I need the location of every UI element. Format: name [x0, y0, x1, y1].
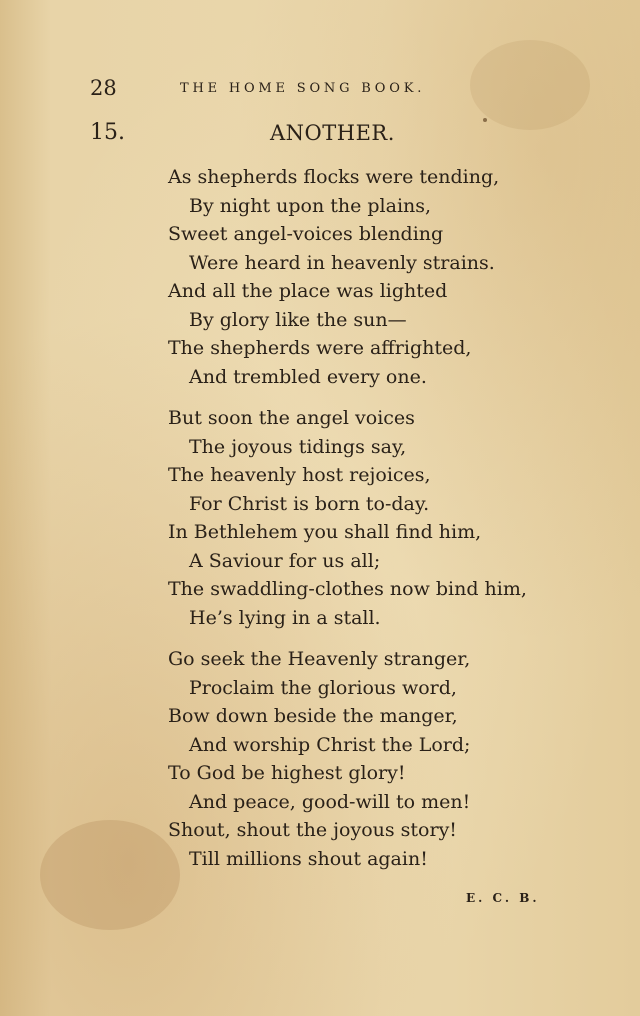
verse-line: And worship Christ the Lord;: [189, 733, 471, 756]
verse-line: The shepherds were affrighted,: [168, 337, 472, 359]
paper-stain: [470, 40, 590, 130]
verse-line: Till millions shout again!: [189, 847, 428, 870]
verse-line: As shepherds flocks were tending,: [168, 166, 500, 188]
verse-line: The swaddling-clothes now bind him,: [168, 578, 527, 600]
verse-line: For Christ is born to-day.: [189, 492, 430, 515]
verse-line: And peace, good-will to men!: [189, 790, 471, 813]
verse-line: A Saviour for us all;: [189, 549, 381, 572]
verse-line: But soon the angel voices: [168, 407, 415, 429]
verse-line: The joyous tidings say,: [189, 435, 407, 458]
verse-line: To God be highest glory!: [168, 762, 406, 784]
verse-line: Bow down beside the manger,: [168, 705, 458, 727]
stanza: [168, 645, 528, 873]
paper-speck: [483, 118, 487, 122]
verse-line: Proclaim the glorious word,: [189, 676, 457, 699]
song-title: ANOTHER.: [270, 121, 395, 145]
running-head: THE HOME SONG BOOK.: [180, 81, 426, 96]
verse-line: Sweet angel-voices blending: [168, 223, 444, 245]
stanza: [168, 404, 528, 632]
verse-line: And all the place was lighted: [168, 280, 448, 302]
verse-line: By night upon the plains,: [189, 194, 432, 217]
page-header: [90, 74, 480, 104]
verse-line: And trembled every one.: [189, 365, 427, 388]
verse-line: By glory like the sun—: [189, 308, 407, 331]
verse-line: Were heard in heavenly strains.: [189, 251, 495, 274]
page-number: 28: [90, 76, 117, 100]
verse-line: The heavenly host rejoices,: [168, 464, 431, 486]
paper-stain: [40, 820, 180, 930]
verse-line: He’s lying in a stall.: [189, 606, 381, 629]
verse-line: Shout, shout the joyous story!: [168, 819, 457, 841]
verse-line: In Bethlehem you shall find him,: [168, 521, 482, 543]
author-attribution: E. C. B.: [466, 891, 540, 905]
song-number: 15.: [90, 120, 125, 145]
verse-line: Go seek the Heavenly stranger,: [168, 648, 471, 670]
poem: [168, 163, 528, 886]
stanza: [168, 163, 528, 391]
